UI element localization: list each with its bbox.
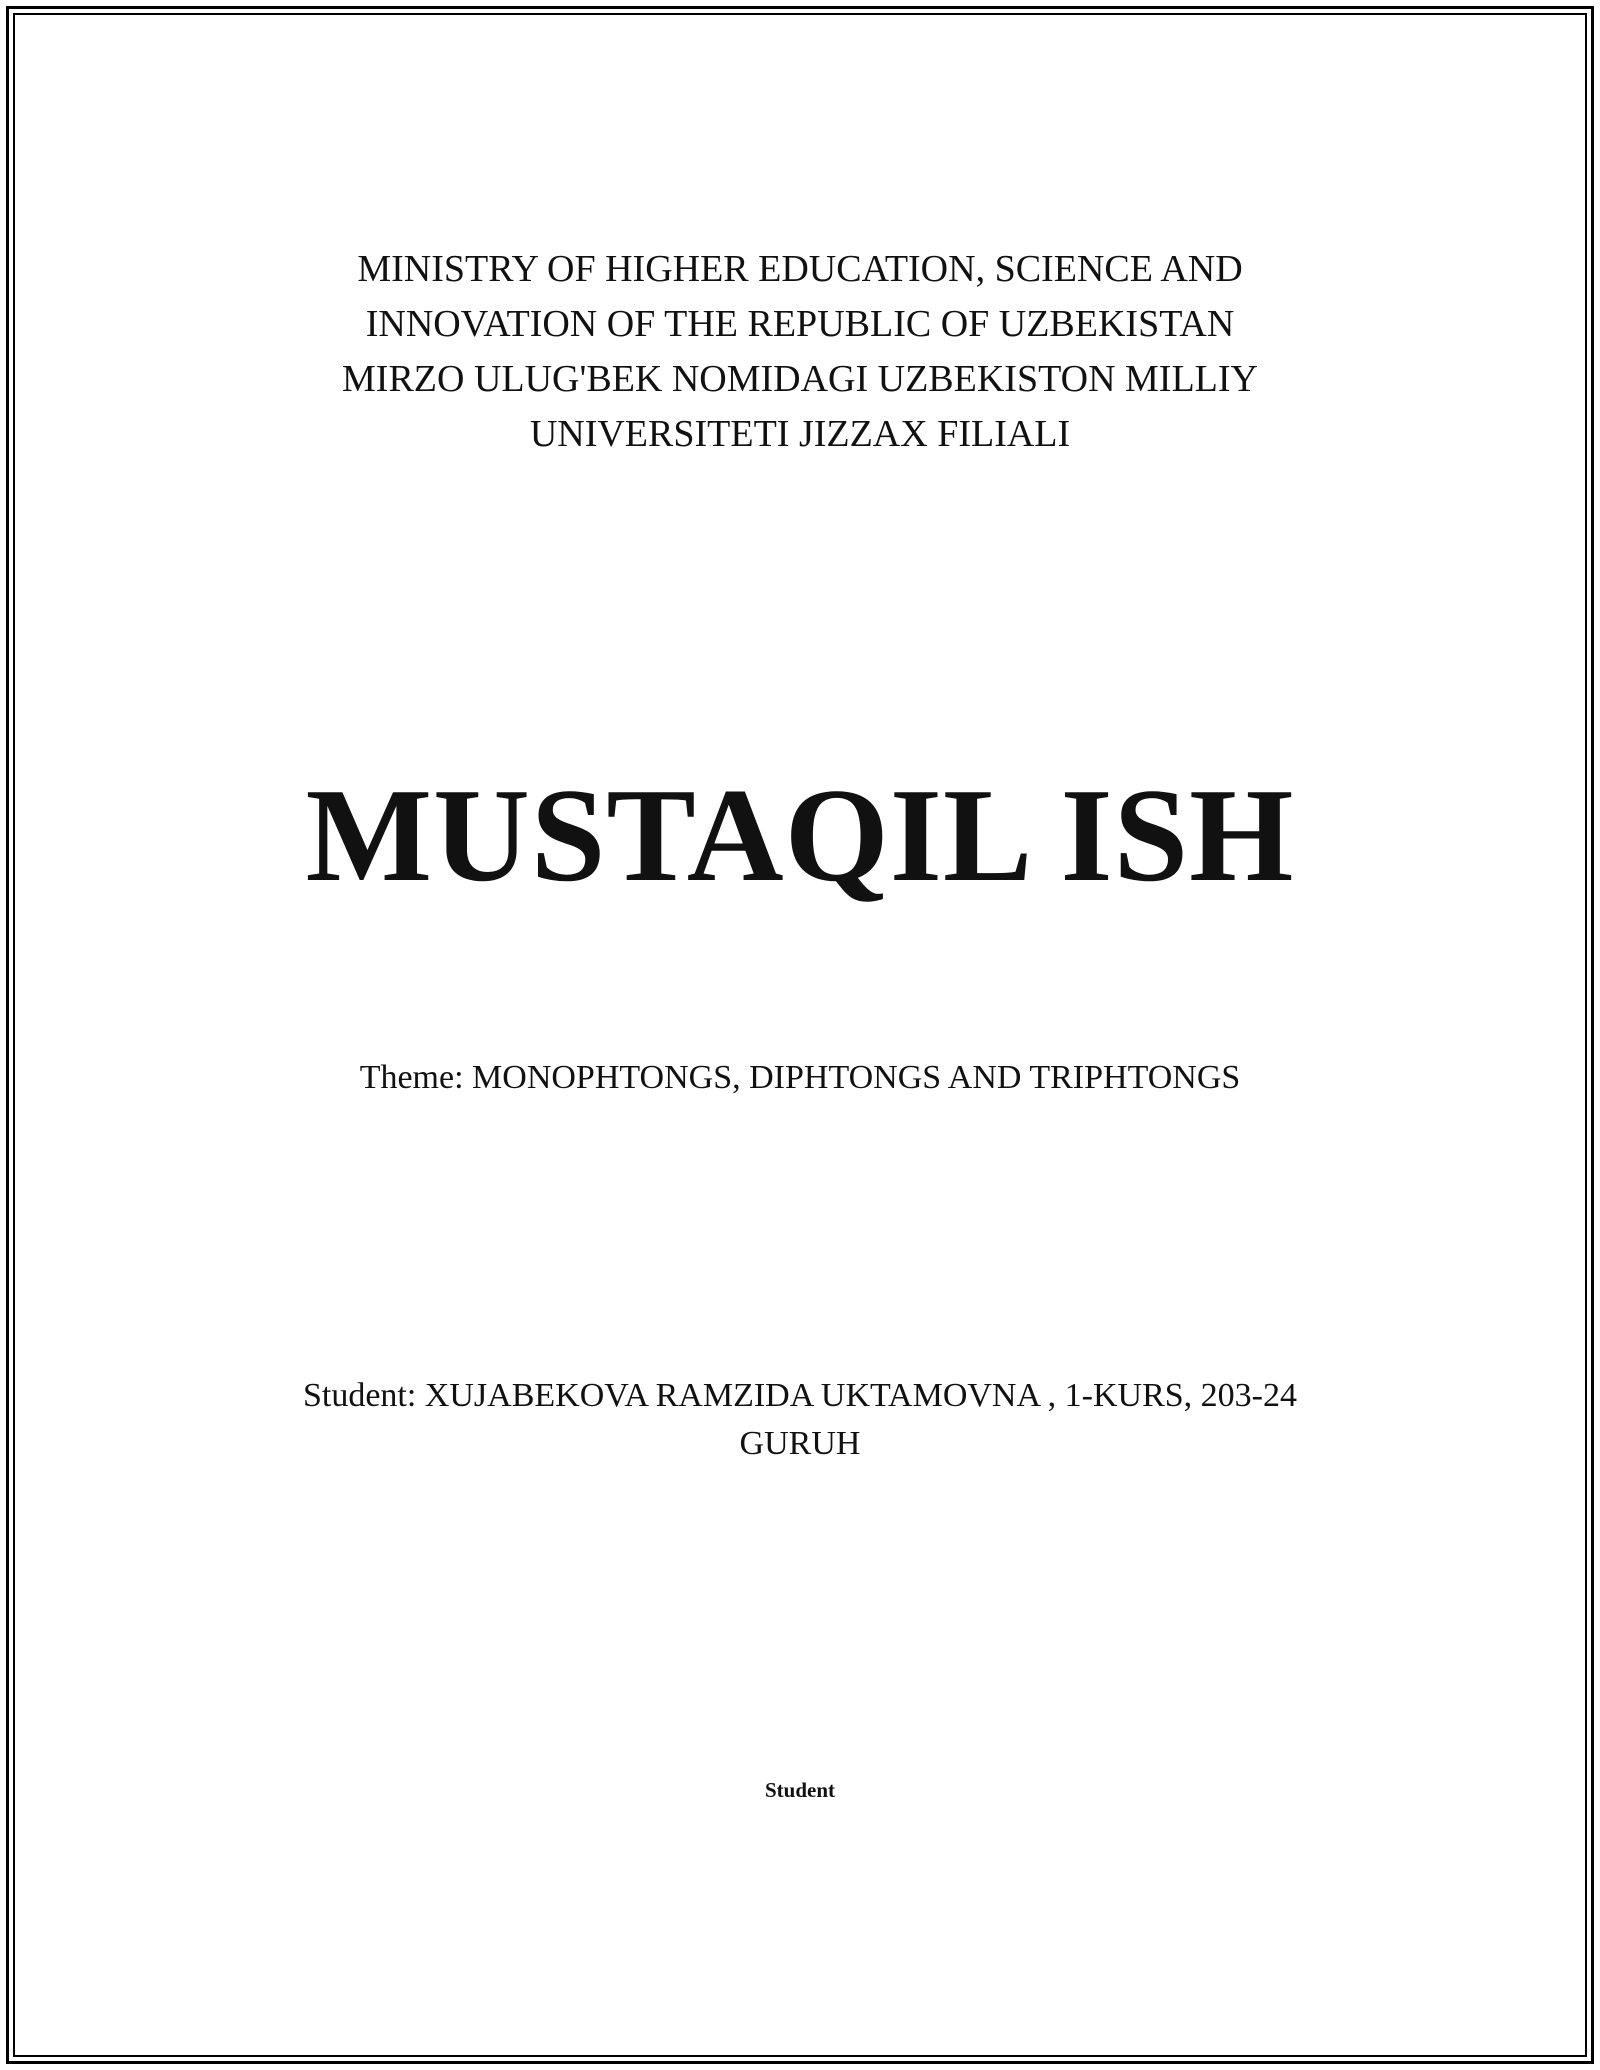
header-line-2: INNOVATION OF THE REPUBLIC OF UZBEKISTAN [365,303,1235,345]
footer-student-label: Student [764,1778,836,1802]
student-line-2: GURUH [739,1425,861,1462]
student-info [0,1372,1600,1468]
institution-header [0,242,1600,462]
student-line-1: Student: XUJABEKOVA RAMZIDA UKTAMOVNA , 1-KURS, 203-24 [302,1377,1298,1414]
header-line-4: UNIVERSITETI JIZZAX FILIALI [529,413,1071,455]
header-line-3: MIRZO ULUG'BEK NOMIDAGI UZBEKISTON MILLIY [342,358,1258,400]
theme-text: Theme: MONOPHTONGS, DIPHTONGS AND TRIPHTONGS [359,1059,1241,1096]
document-title: MUSTAQIL ISH [305,761,1295,909]
header-line-1: MINISTRY OF HIGHER EDUCATION, SCIENCE AND [357,248,1243,290]
